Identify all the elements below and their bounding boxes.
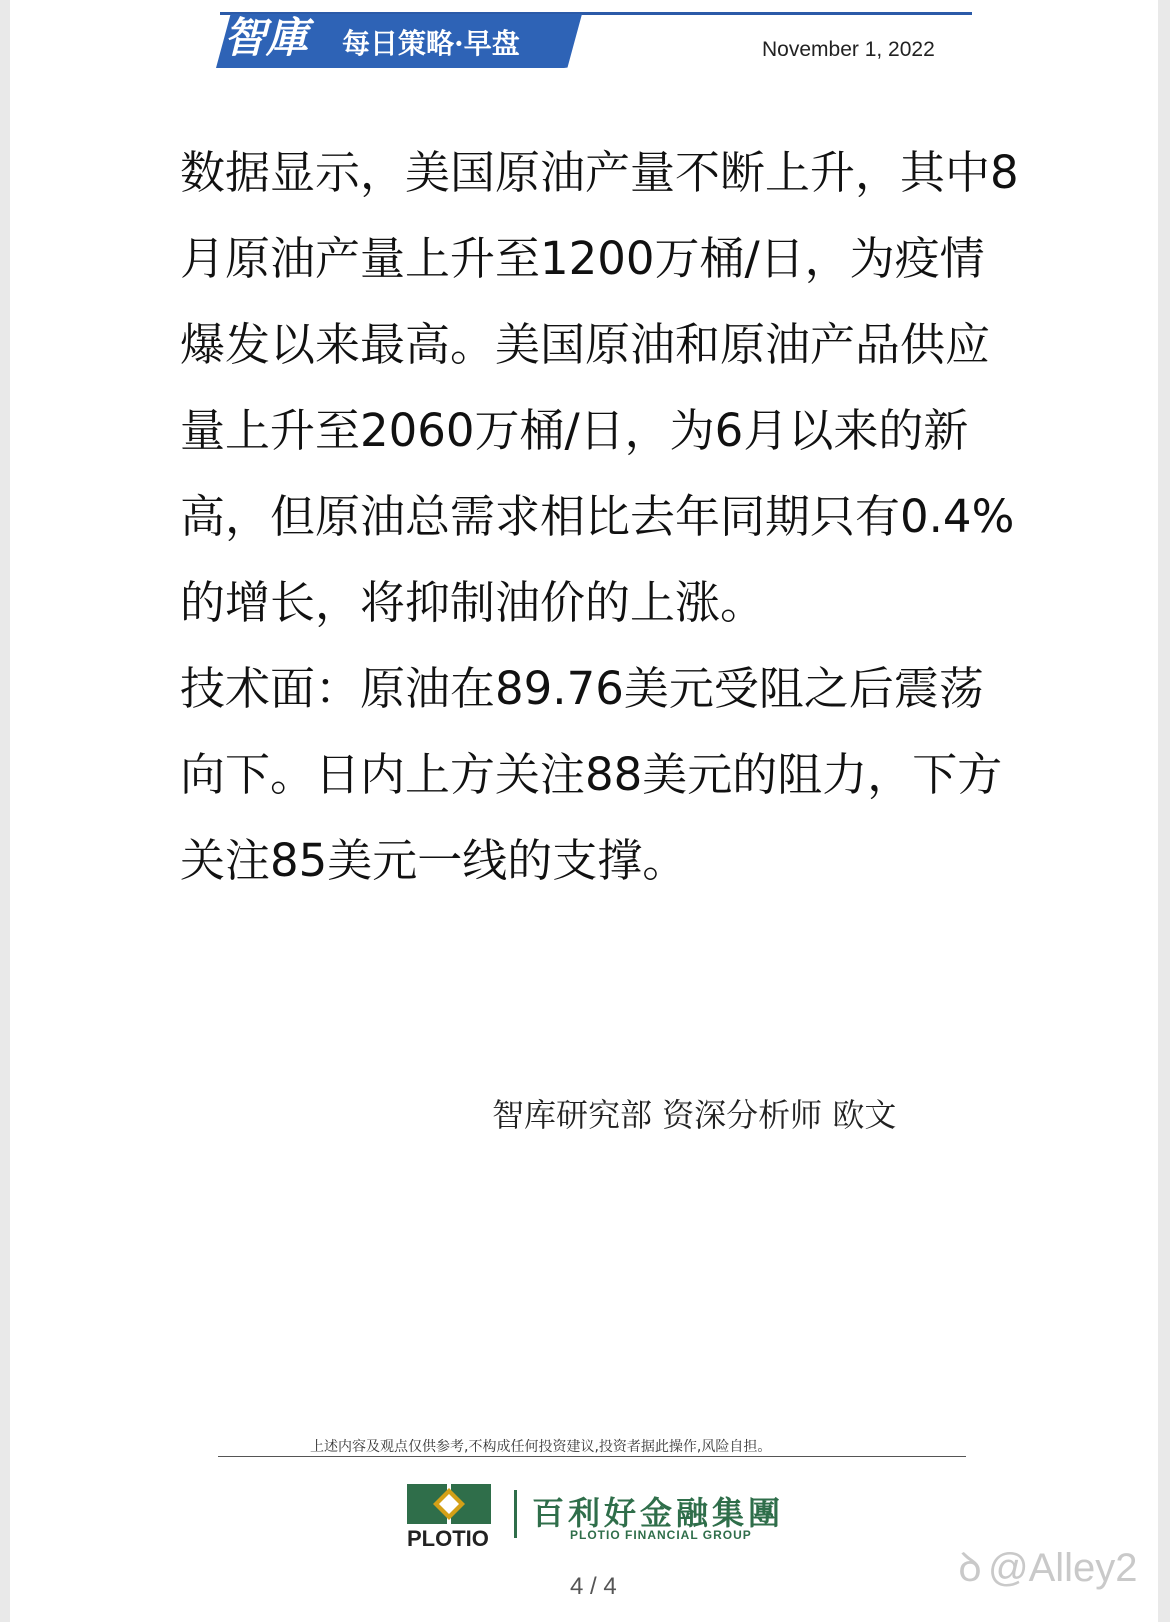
banner-logo-title: 智庫 [224,13,309,62]
group-name-cn: 百利好金融集團 [532,1494,785,1532]
weibo-watermark [958,1538,1138,1593]
disclaimer-text: 上述内容及观点仅供参考,不构成任何投资建议,投资者据此操作,风险自担。 [310,1439,772,1455]
footer-rule [218,1456,966,1457]
author-signature: 智库研究部 资深分析师 欧文 [492,1096,897,1134]
plotio-logo-icon [407,1484,491,1524]
page-indicator: 4 / 4 [570,1573,617,1600]
article-body [180,130,1020,904]
report-date: November 1, 2022 [762,38,935,61]
plotio-logo-text: PLOTIO [407,1526,489,1551]
paragraph-technical: 技术面：原油在89.76美元受阻之后震荡向下。日内上方关注88美元的阻力，下方关注85美元一线的支撑。 [180,662,1003,887]
group-name-en: PLOTIO FINANCIAL GROUP [570,1528,752,1542]
document-page [10,0,1158,1622]
weibo-icon: ꝺ [958,1546,982,1590]
logo-divider [514,1490,517,1538]
paragraph-fundamentals: 数据显示，美国原油产量不断上升，其中8月原油产量上升至1200万桶/日，为疫情爆发以来最高。美国原油和原油产品供应量上升至2060万桶/日，为6月以来的新高，但原油总需求相比去年同期只有0.4%的增长，将抑制油价的上涨。 [180,146,1019,629]
banner-subtitle: 每日策略·早盘 [342,27,520,60]
watermark-handle: @Alley2 [987,1546,1138,1590]
